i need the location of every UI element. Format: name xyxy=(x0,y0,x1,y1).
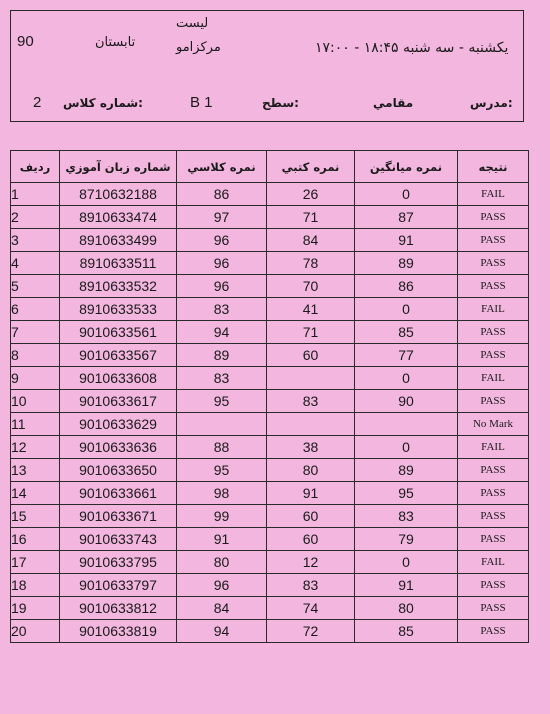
center-name: مرکزامو xyxy=(176,40,221,55)
table-row xyxy=(11,482,529,505)
average-score-cell: 83 xyxy=(355,505,458,528)
student-id-cell: 9010633671 xyxy=(60,505,177,528)
written-score-cell: 12 xyxy=(267,551,355,574)
student-id-cell: 9010633567 xyxy=(60,344,177,367)
table-row xyxy=(11,620,529,643)
written-score-cell: 41 xyxy=(267,298,355,321)
table-row xyxy=(11,252,529,275)
row-number-cell: 11 xyxy=(11,413,60,436)
class-score-cell: 80 xyxy=(177,551,267,574)
result-cell: PASS xyxy=(458,620,529,643)
result-cell: FAIL xyxy=(458,367,529,390)
row-number-cell: 17 xyxy=(11,551,60,574)
result-cell: PASS xyxy=(458,459,529,482)
result-cell: PASS xyxy=(458,321,529,344)
average-score-cell: 85 xyxy=(355,620,458,643)
class-score-cell: 97 xyxy=(177,206,267,229)
class-score-cell: 96 xyxy=(177,252,267,275)
row-number-cell: 15 xyxy=(11,505,60,528)
average-score-cell: 87 xyxy=(355,206,458,229)
student-id-cell: 8910633532 xyxy=(60,275,177,298)
result-cell: FAIL xyxy=(458,551,529,574)
average-score-cell: 90 xyxy=(355,390,458,413)
average-score-cell: 91 xyxy=(355,574,458,597)
average-score-cell: 89 xyxy=(355,252,458,275)
row-number-cell: 2 xyxy=(11,206,60,229)
average-score-cell: 80 xyxy=(355,597,458,620)
class-score-cell: 99 xyxy=(177,505,267,528)
table-row xyxy=(11,298,529,321)
written-score-cell: 83 xyxy=(267,574,355,597)
written-score-cell: 72 xyxy=(267,620,355,643)
col-header-written-score: نمره كتبي xyxy=(267,151,355,183)
result-cell: PASS xyxy=(458,252,529,275)
col-header-class-score: نمره كلاسي xyxy=(177,151,267,183)
class-score-cell: 83 xyxy=(177,298,267,321)
written-score-cell xyxy=(267,413,355,436)
student-id-cell: 9010633819 xyxy=(60,620,177,643)
class-score-cell: 96 xyxy=(177,574,267,597)
class-score-cell: 83 xyxy=(177,367,267,390)
row-number-cell: 14 xyxy=(11,482,60,505)
result-cell: No Mark xyxy=(458,413,529,436)
row-number-cell: 8 xyxy=(11,344,60,367)
student-id-cell: 9010633629 xyxy=(60,413,177,436)
row-number-cell: 1 xyxy=(11,183,60,206)
student-id-cell: 9010633617 xyxy=(60,390,177,413)
student-id-cell: 9010633561 xyxy=(60,321,177,344)
table-row xyxy=(11,505,529,528)
student-id-cell: 8910633533 xyxy=(60,298,177,321)
table-row xyxy=(11,344,529,367)
table-body xyxy=(11,183,529,643)
grades-table xyxy=(10,150,529,643)
table-row xyxy=(11,528,529,551)
written-score-cell: 71 xyxy=(267,321,355,344)
written-score-cell: 91 xyxy=(267,482,355,505)
result-cell: PASS xyxy=(458,597,529,620)
col-header-result: نتيجه xyxy=(458,151,529,183)
class-score-cell: 88 xyxy=(177,436,267,459)
row-number-cell: 13 xyxy=(11,459,60,482)
written-score-cell: 70 xyxy=(267,275,355,298)
table-row xyxy=(11,367,529,390)
term-name: تابستان xyxy=(95,35,136,50)
col-header-student-id: شماره زبان آموزي xyxy=(60,151,177,183)
result-cell: FAIL xyxy=(458,436,529,459)
student-id-cell: 8710632188 xyxy=(60,183,177,206)
average-score-cell: 0 xyxy=(355,183,458,206)
row-number-cell: 19 xyxy=(11,597,60,620)
average-score-cell: 86 xyxy=(355,275,458,298)
average-score-cell: 91 xyxy=(355,229,458,252)
class-score-cell: 86 xyxy=(177,183,267,206)
table-row xyxy=(11,390,529,413)
written-score-cell: 26 xyxy=(267,183,355,206)
result-cell: PASS xyxy=(458,528,529,551)
table-header-row xyxy=(11,151,529,183)
class-schedule: یکشنبه - سه شنبه ۱۸:۴۵ - ۱۷:۰۰ xyxy=(315,40,509,56)
result-cell: PASS xyxy=(458,505,529,528)
written-score-cell: 80 xyxy=(267,459,355,482)
row-number-cell: 4 xyxy=(11,252,60,275)
average-score-cell: 0 xyxy=(355,551,458,574)
table-row xyxy=(11,229,529,252)
result-cell: FAIL xyxy=(458,183,529,206)
class-score-cell: 95 xyxy=(177,390,267,413)
row-number-cell: 10 xyxy=(11,390,60,413)
class-number-label: شماره کلاس: xyxy=(63,96,143,110)
row-number-cell: 18 xyxy=(11,574,60,597)
row-number-cell: 20 xyxy=(11,620,60,643)
written-score-cell xyxy=(267,367,355,390)
written-score-cell: 60 xyxy=(267,505,355,528)
student-id-cell: 9010633795 xyxy=(60,551,177,574)
class-number-value: 2 xyxy=(33,94,42,111)
class-score-cell: 96 xyxy=(177,275,267,298)
table-row xyxy=(11,459,529,482)
result-cell: PASS xyxy=(458,229,529,252)
result-cell: PASS xyxy=(458,344,529,367)
average-score-cell: 89 xyxy=(355,459,458,482)
row-number-cell: 3 xyxy=(11,229,60,252)
teacher-label: مدرس: xyxy=(470,96,513,110)
average-score-cell: 0 xyxy=(355,436,458,459)
table-row xyxy=(11,597,529,620)
level-name: مقامي xyxy=(373,96,414,110)
student-id-cell: 8910633499 xyxy=(60,229,177,252)
average-score-cell: 79 xyxy=(355,528,458,551)
table-row xyxy=(11,574,529,597)
average-score-cell: 0 xyxy=(355,298,458,321)
row-number-cell: 5 xyxy=(11,275,60,298)
written-score-cell: 78 xyxy=(267,252,355,275)
term-code: 90 xyxy=(17,33,34,50)
student-id-cell: 9010633743 xyxy=(60,528,177,551)
average-score-cell: 95 xyxy=(355,482,458,505)
student-id-cell: 9010633636 xyxy=(60,436,177,459)
student-id-cell: 9010633608 xyxy=(60,367,177,390)
table-row xyxy=(11,206,529,229)
class-score-cell: 84 xyxy=(177,597,267,620)
list-title: لیست xyxy=(176,16,209,31)
written-score-cell: 71 xyxy=(267,206,355,229)
table-row xyxy=(11,436,529,459)
result-cell: FAIL xyxy=(458,298,529,321)
class-score-cell: 94 xyxy=(177,620,267,643)
table-row xyxy=(11,551,529,574)
average-score-cell xyxy=(355,413,458,436)
student-id-cell: 9010633661 xyxy=(60,482,177,505)
student-id-cell: 9010633812 xyxy=(60,597,177,620)
written-score-cell: 38 xyxy=(267,436,355,459)
result-cell: PASS xyxy=(458,574,529,597)
col-header-row-number: رديف xyxy=(11,151,60,183)
table-row xyxy=(11,321,529,344)
written-score-cell: 83 xyxy=(267,390,355,413)
class-score-cell xyxy=(177,413,267,436)
result-cell: PASS xyxy=(458,482,529,505)
average-score-cell: 85 xyxy=(355,321,458,344)
class-score-cell: 89 xyxy=(177,344,267,367)
written-score-cell: 84 xyxy=(267,229,355,252)
row-number-cell: 7 xyxy=(11,321,60,344)
table-row xyxy=(11,183,529,206)
grade-level-label: سطح: xyxy=(262,96,299,110)
student-id-cell: 9010633650 xyxy=(60,459,177,482)
table-row xyxy=(11,275,529,298)
result-cell: PASS xyxy=(458,275,529,298)
average-score-cell: 77 xyxy=(355,344,458,367)
class-score-cell: 94 xyxy=(177,321,267,344)
written-score-cell: 74 xyxy=(267,597,355,620)
class-score-cell: 96 xyxy=(177,229,267,252)
student-id-cell: 8910633474 xyxy=(60,206,177,229)
student-id-cell: 9010633797 xyxy=(60,574,177,597)
student-id-cell: 8910633511 xyxy=(60,252,177,275)
row-number-cell: 6 xyxy=(11,298,60,321)
row-number-cell: 12 xyxy=(11,436,60,459)
result-cell: PASS xyxy=(458,390,529,413)
average-score-cell: 0 xyxy=(355,367,458,390)
grade-level-value: B 1 xyxy=(190,94,213,111)
written-score-cell: 60 xyxy=(267,528,355,551)
table-row xyxy=(11,413,529,436)
row-number-cell: 16 xyxy=(11,528,60,551)
row-number-cell: 9 xyxy=(11,367,60,390)
class-score-cell: 98 xyxy=(177,482,267,505)
class-score-cell: 91 xyxy=(177,528,267,551)
col-header-average-score: نمره ميانگين xyxy=(355,151,458,183)
written-score-cell: 60 xyxy=(267,344,355,367)
result-cell: PASS xyxy=(458,206,529,229)
class-score-cell: 95 xyxy=(177,459,267,482)
